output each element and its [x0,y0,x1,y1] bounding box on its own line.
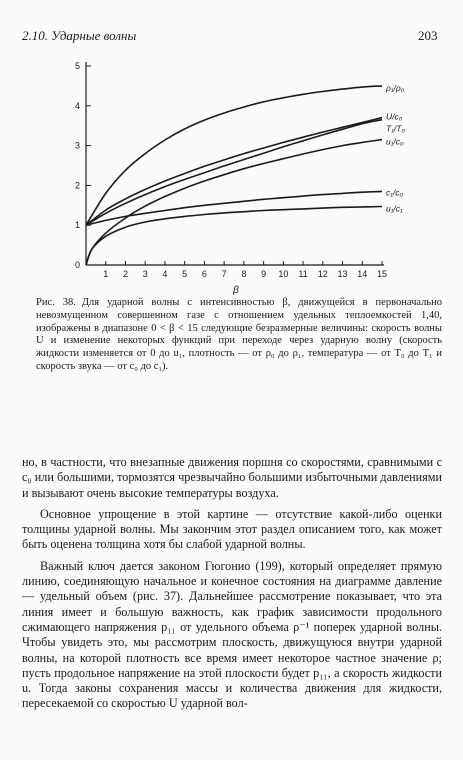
x-tick-label: 5 [182,269,188,279]
figure-number: Рис. 38. [36,297,76,308]
figure-38-chart [0,0,463,295]
running-header-section: 2.10. Ударные волны [22,28,137,43]
y-tick-label: 5 [74,61,80,71]
x-axis-label: β [233,285,239,295]
page-number: 203 [418,28,438,43]
series-label: U/c₀ [386,111,403,122]
series-line [86,86,382,225]
x-tick-label: 13 [337,269,348,279]
x-tick-label: 9 [261,269,267,279]
paragraph-3: Важный ключ дается законом Гюгонио (199), который определяет прямую линию, соединяющую начальное и конечное состояния на диаграмме давление — удельный объем (рис. 37). Дальнейшее рассмотрение показывает, что эта линия имеет и большую важность, как график зависимости продольного сжимающего напряжения p₁₁ от удельного объема ρ⁻¹ поперек ударной волны. Чтобы увидеть это, мы рассмотрим плоскость, движущуюся внутри ударной волны, на которой плотность все время имеет некоторое частное значение ρ; пусть продольное напряжение на этой плоскости будет p₁₁, а скорость жидкости u. Тогда законы сохранения массы и количества движения для жидкости, пересекаемой со скоростью U ударной вол- [22,558,442,711]
x-tick-label: 15 [376,269,388,279]
x-tick-label: 2 [122,269,128,279]
x-tick-label: 8 [241,269,247,279]
series-label: u₁/c₁ [386,203,403,214]
series-label: T₁/T₀ [386,123,406,134]
x-tick-label: 7 [221,269,227,279]
figure-caption-text: Для ударной волны с интенсивностью β, движущейся в первоначально невозмущенном совершенном газе с отношением удельных теплоемкостей 1,40, изображены в диапазоне 0 < β < 15 следующие безразмерные величины: скорость волны U и изменение некоторых функций при переходе через ударную волну (скорость жидкости изменяется от 0 до u₁, плотность — от ρ₀ до ρ₁, температура — от T₀ до T₁ и скорость звука — от c₀ до c₁). [36,297,442,372]
paragraph-2: Основное упрощение в этой картине — отсутствие какой-либо оценки толщины ударной волны. Мы закончим этот раздел описанием того, как может быть оценена толщина хотя бы слабой ударной волны. [22,506,442,552]
x-tick-label: 3 [142,269,148,279]
y-tick-label: 4 [74,100,80,111]
series-label: ρ₁/ρ₀ [386,82,405,93]
paragraph-1: но, в частности, что внезапные движения поршня со скоростями, сравнимыми с c₀ или большими, тормозятся чрезвычайно большими избыточными давлениями и вызывают очень высокие температуры воздуха. [22,455,442,500]
x-tick-label: 14 [357,269,368,279]
body-text [22,455,442,712]
x-tick-label: 4 [162,269,168,279]
x-tick-label: 12 [317,269,328,279]
series-label: c₁/c₀ [386,187,404,198]
x-tick-label: 6 [201,269,207,279]
series-line [86,120,382,226]
y-tick-label: 2 [74,180,80,191]
y-tick-label: 1 [74,220,80,231]
x-tick-label: 11 [298,269,308,279]
y-tick-label: 0 [74,260,80,270]
x-tick-label: 10 [278,269,289,279]
series-label: u₁/c₀ [386,136,404,147]
y-tick-label: 3 [74,140,80,151]
figure-caption [36,297,442,374]
x-tick-label: 1 [103,269,109,279]
